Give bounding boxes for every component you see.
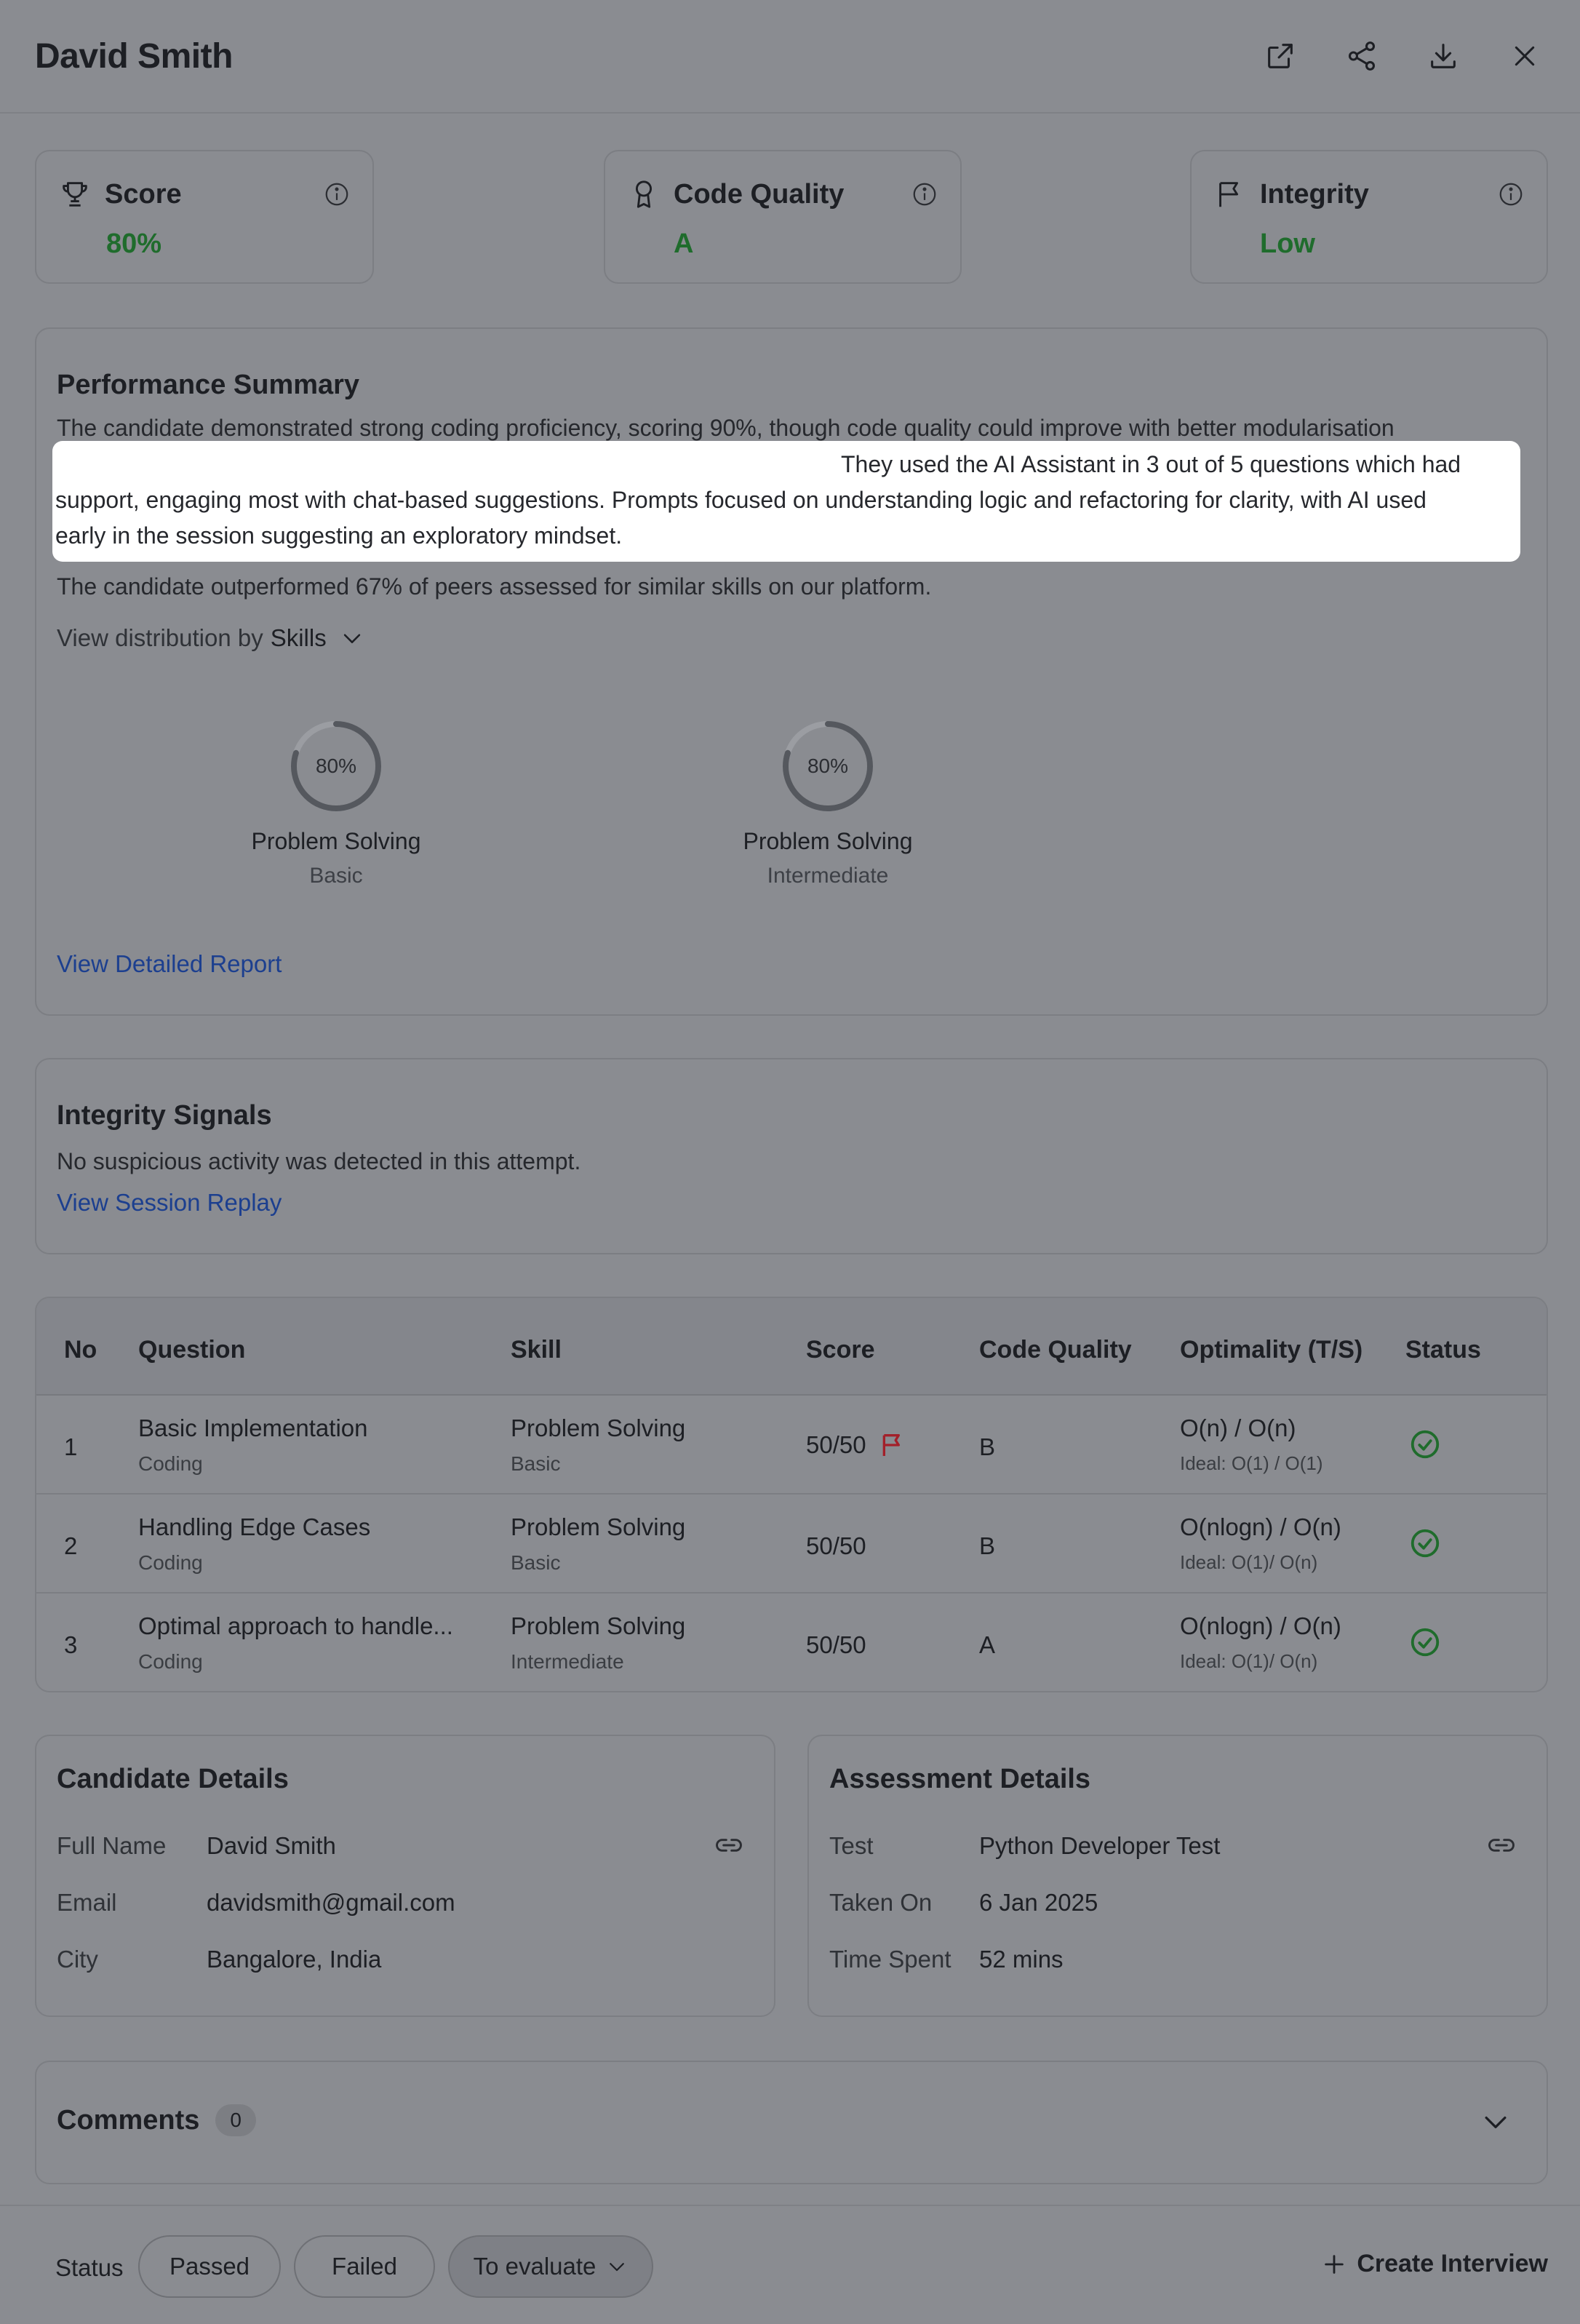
candidate-details-heading: Candidate Details: [57, 1764, 289, 1794]
column-header-status: Status: [1405, 1336, 1481, 1364]
optimality-ideal: Ideal: O(1) / O(1): [1180, 1452, 1323, 1474]
info-icon[interactable]: [911, 180, 938, 208]
row-number: 2: [64, 1532, 78, 1559]
score-label: Score: [105, 178, 182, 210]
skill-cell: [511, 1513, 685, 1575]
column-header-question: Question: [138, 1336, 246, 1364]
question-cell: [138, 1513, 370, 1575]
skill-name: Problem Solving: [511, 1612, 686, 1639]
time-spent-label: Time Spent: [829, 1946, 951, 1973]
question-type: Coding: [138, 1551, 203, 1574]
skill-cell: [511, 1612, 685, 1674]
gauge-skill-level: Basic: [309, 864, 363, 888]
column-header-no: No: [64, 1336, 97, 1364]
time-spent-value: 52 mins: [979, 1946, 1064, 1973]
email-value: davidsmith@gmail.com: [207, 1889, 455, 1916]
optimality-cell: [1180, 1414, 1323, 1475]
skill-level: Basic: [511, 1452, 561, 1475]
taken-on-label: Taken On: [829, 1889, 933, 1916]
peer-comparison-text: The candidate outperformed 67% of peers assessed for similar skills on our platform.: [57, 573, 932, 600]
check-circle-icon: [1408, 1428, 1442, 1461]
assessment-details-card: [807, 1735, 1548, 2017]
integrity-signals-heading: Integrity Signals: [57, 1100, 272, 1131]
optimality-cell: [1180, 1513, 1341, 1574]
link-icon[interactable]: [1485, 1829, 1517, 1861]
skill-gauge: [227, 719, 445, 888]
to-evaluate-dropdown[interactable]: [448, 2235, 653, 2298]
score-value: 80%: [106, 228, 162, 259]
comments-panel[interactable]: [35, 2061, 1548, 2184]
taken-on-value: 6 Jan 2025: [979, 1889, 1098, 1916]
gauge-skill-level: Intermediate: [767, 864, 889, 888]
create-interview-label: Create Interview: [1357, 2250, 1548, 2277]
code-quality-card: [604, 150, 962, 284]
red-flag-icon[interactable]: [878, 1430, 907, 1460]
code-quality-grade: B: [979, 1532, 996, 1559]
table-row[interactable]: [36, 1495, 1547, 1593]
passed-button[interactable]: Passed: [138, 2235, 281, 2298]
skill-level: Intermediate: [511, 1650, 624, 1673]
full-name-label: Full Name: [57, 1832, 167, 1859]
distribution-prefix: View distribution by: [57, 624, 263, 651]
distribution-value: Skills: [270, 624, 327, 651]
view-detailed-report-link[interactable]: View Detailed Report: [57, 950, 282, 977]
integrity-signals-text: No suspicious activity was detected in this attempt.: [57, 1148, 581, 1174]
progress-ring: [289, 719, 383, 813]
city-value: Bangalore, India: [207, 1946, 382, 1973]
email-label: Email: [57, 1889, 117, 1916]
chevron-down-icon[interactable]: [1480, 2106, 1512, 2138]
integrity-label: Integrity: [1260, 178, 1369, 210]
chevron-down-icon: [340, 626, 364, 650]
plus-icon: [1322, 2252, 1346, 2277]
optimality-value: O(n) / O(n): [1180, 1414, 1296, 1441]
highlight-line-2: support, engaging most with chat-based suggestions. Prompts focused on understanding logic and refactoring for clarity, with AI used: [55, 487, 1427, 513]
score-cell: [806, 1430, 907, 1460]
failed-button[interactable]: Failed: [294, 2235, 435, 2298]
code-quality-value: A: [674, 228, 694, 259]
skill-cell: [511, 1414, 685, 1476]
test-label: Test: [829, 1832, 874, 1859]
award-icon: [627, 178, 661, 211]
city-label: City: [57, 1946, 98, 1973]
questions-table: [35, 1297, 1548, 1692]
performance-summary-panel: [35, 327, 1548, 1016]
full-name-value: David Smith: [207, 1832, 336, 1859]
performance-summary-heading: Performance Summary: [57, 370, 360, 400]
question-type: Coding: [138, 1452, 203, 1475]
integrity-card: [1190, 150, 1548, 284]
open-external-icon[interactable]: [1260, 36, 1301, 76]
integrity-value: Low: [1260, 228, 1315, 259]
table-row[interactable]: [36, 1593, 1547, 1692]
question-title: Basic Implementation: [138, 1414, 368, 1441]
comments-heading: Comments: [57, 2104, 200, 2136]
column-header-skill: Skill: [511, 1336, 562, 1364]
gauge-skill-name: Problem Solving: [251, 828, 421, 854]
create-interview-button[interactable]: [1322, 2250, 1548, 2278]
link-icon[interactable]: [713, 1829, 745, 1861]
code-quality-grade: A: [979, 1631, 996, 1658]
flag-icon: [1213, 178, 1247, 211]
candidate-details-card: [35, 1735, 775, 2017]
info-icon[interactable]: [1497, 180, 1525, 208]
question-cell: [138, 1414, 367, 1476]
highlighted-ai-usage-text: [55, 447, 1515, 554]
footer-bar: [0, 2205, 1580, 2324]
comments-count-badge: 0: [215, 2104, 256, 2136]
candidate-name-title: David Smith: [35, 36, 233, 76]
skill-gauge: [719, 719, 937, 888]
score-card: [35, 150, 374, 284]
check-circle-icon: [1408, 1527, 1442, 1560]
integrity-signals-panel: [35, 1058, 1548, 1254]
close-icon[interactable]: [1504, 36, 1545, 76]
question-cell: [138, 1612, 453, 1674]
to-evaluate-label: To evaluate: [473, 2253, 597, 2280]
header-actions: [1260, 36, 1545, 76]
optimality-ideal: Ideal: O(1)/ O(n): [1180, 1650, 1318, 1672]
comments-title-group: [57, 2104, 256, 2136]
gauge-skill-name: Problem Solving: [743, 828, 913, 854]
gauge-percent: 80%: [315, 755, 357, 777]
skill-name: Problem Solving: [511, 1513, 686, 1540]
check-circle-icon: [1408, 1625, 1442, 1659]
chevron-down-icon: [606, 2256, 628, 2277]
optimality-value: O(nlogn) / O(n): [1180, 1612, 1341, 1639]
optimality-cell: [1180, 1612, 1341, 1673]
skill-level: Basic: [511, 1551, 561, 1574]
row-number: 3: [64, 1631, 78, 1658]
summary-line-1: The candidate demonstrated strong coding proficiency, scoring 90%, though code quality could improve with better modularisation: [57, 415, 1395, 441]
code-quality-grade: B: [979, 1433, 996, 1460]
question-type: Coding: [138, 1650, 203, 1673]
question-score: 50/50: [806, 1431, 866, 1458]
question-score: 50/50: [806, 1631, 866, 1658]
skill-name: Problem Solving: [511, 1414, 686, 1441]
column-header-score: Score: [806, 1336, 875, 1364]
download-icon[interactable]: [1423, 36, 1464, 76]
assessment-details-heading: Assessment Details: [829, 1764, 1091, 1794]
info-icon[interactable]: [323, 180, 351, 208]
table-header-row: [36, 1298, 1547, 1396]
column-header-optimality: Optimality (T/S): [1180, 1336, 1363, 1364]
row-number: 1: [64, 1433, 78, 1460]
question-title: Optimal approach to handle...: [138, 1612, 453, 1639]
distribution-selector[interactable]: [57, 624, 364, 652]
drawer-header: [0, 0, 1580, 114]
highlight-line-3: early in the session suggesting an exploratory mindset.: [55, 522, 623, 549]
question-title: Handling Edge Cases: [138, 1513, 371, 1540]
column-header-code-quality: Code Quality: [979, 1336, 1132, 1364]
table-row[interactable]: [36, 1396, 1547, 1495]
question-score: 50/50: [806, 1532, 866, 1559]
highlight-line-1: They used the AI Assistant in 3 out of 5 questions which had: [841, 451, 1461, 477]
test-value: Python Developer Test: [979, 1832, 1221, 1859]
optimality-ideal: Ideal: O(1)/ O(n): [1180, 1551, 1318, 1573]
view-session-replay-link[interactable]: View Session Replay: [57, 1189, 282, 1216]
code-quality-label: Code Quality: [674, 178, 845, 210]
status-label: Status: [55, 2254, 124, 2281]
share-icon[interactable]: [1341, 36, 1382, 76]
trophy-icon: [58, 178, 92, 211]
gauge-percent: 80%: [807, 755, 849, 777]
progress-ring: [781, 719, 875, 813]
optimality-value: O(nlogn) / O(n): [1180, 1513, 1341, 1540]
